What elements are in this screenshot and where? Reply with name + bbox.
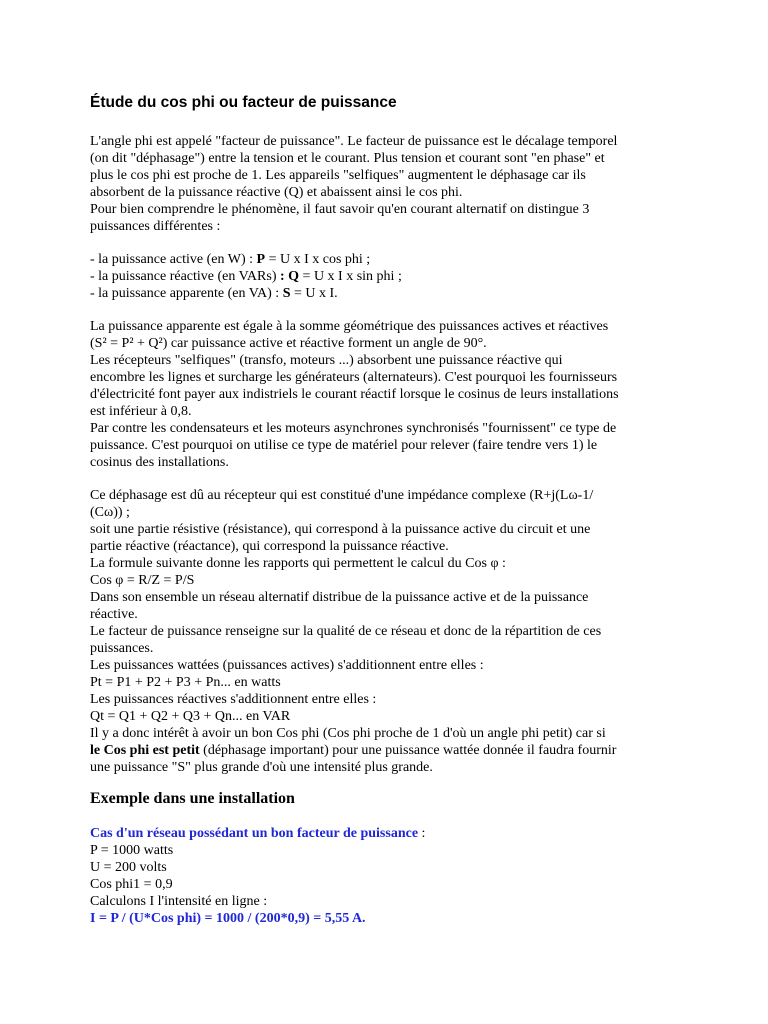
text-line: Par contre les condensateurs et les moteurs asynchrones synchronisés "fournissent" ce type de	[90, 421, 617, 436]
text-line: puissances différentes :	[90, 219, 221, 234]
text-line: La formule suivante donne les rapports qui permettent le calcul du Cos φ :	[90, 556, 506, 571]
text-line: le Cos phi est petit (déphasage important) pour une puissance wattée donnée il faudra fournir	[90, 743, 617, 758]
text-line: partie réactive (réactance), qui correspond la puissance réactive.	[90, 539, 449, 554]
text-line: absorbent de la puissance réactive (Q) et abaissent ainsi le cos phi.	[90, 185, 463, 200]
text-line: Les récepteurs "selfiques" (transfo, moteurs ...) absorbent une puissance réactive qui	[90, 353, 563, 368]
text-line: P = 1000 watts	[90, 843, 174, 858]
text-line: (Cω)) ;	[90, 505, 130, 520]
text-line: d'électricité font payer aux indistriels le courant réactif lorsque le cosinus de leurs installations	[90, 387, 619, 402]
text-line: La puissance apparente est égale à la somme géométrique des puissances actives et réactives	[90, 319, 609, 334]
text-line: Calculons I l'intensité en ligne :	[90, 894, 268, 909]
section-heading: Exemple dans une installation	[90, 790, 295, 807]
text-line: U = 200 volts	[90, 860, 167, 875]
formula-line: Qt = Q1 + Q2 + Q3 + Qn... en VAR	[90, 709, 291, 724]
text-line: Pour bien comprendre le phénomène, il faut savoir qu'en courant alternatif on distingue 3	[90, 202, 590, 217]
text-line: réactive.	[90, 607, 138, 622]
text-line: Les puissances wattées (puissances actives) s'additionnent entre elles :	[90, 658, 484, 673]
text-line: (on dit "déphasage") entre la tension et le courant. Plus tension et courant sont "en phase" et	[90, 151, 605, 166]
text-line: une puissance "S" plus grande d'où une intensité plus grande.	[90, 760, 433, 775]
text-line: L'angle phi est appelé "facteur de puissance". Le facteur de puissance est le décalage temporel	[90, 134, 618, 149]
apparent-power-paragraph	[90, 318, 690, 471]
intro-paragraph	[90, 133, 690, 235]
text-line: Les puissances réactives s'additionnent entre elles :	[90, 692, 377, 707]
result-formula: I = P / (U*Cos phi) = 1000 / (200*0,9) = 5,55 A.	[90, 911, 366, 926]
power-active-item: - la puissance active (en W) : P = U x I x cos phi ;	[90, 252, 371, 267]
text-line: Dans son ensemble un réseau alternatif distribue de la puissance active et de la puissance	[90, 590, 589, 605]
text-line: Cos phi1 = 0,9	[90, 877, 173, 892]
example-block	[90, 825, 690, 927]
text-line: Ce déphasage est dû au récepteur qui est constitué d'une impédance complexe (R+j(Lω-1/	[90, 488, 594, 503]
text-line: plus le cos phi est proche de 1. Les appareils "selfiques" augmentent le déphasage car ils	[90, 168, 586, 183]
text-line: (S² = P² + Q²) car puissance active et réactive forment un angle de 90°.	[90, 336, 487, 351]
case-title: Cas d'un réseau possédant un bon facteur de puissance :	[90, 826, 426, 841]
formula-line: Cos φ = R/Z = P/S	[90, 573, 195, 588]
power-apparent-item: - la puissance apparente (en VA) : S = U x I.	[90, 286, 338, 301]
text-line: Il y a donc intérêt à avoir un bon Cos phi (Cos phi proche de 1 d'où un angle phi petit) car si	[90, 726, 606, 741]
page-title: Étude du cos phi ou facteur de puissance	[90, 94, 397, 111]
text-line: cosinus des installations.	[90, 455, 229, 470]
formula-line: Pt = P1 + P2 + P3 + Pn... en watts	[90, 675, 281, 690]
text-line: puissances.	[90, 641, 154, 656]
text-line: Le facteur de puissance renseigne sur la qualité de ce réseau et donc de la répartition de ces	[90, 624, 602, 639]
phase-shift-paragraph	[90, 487, 690, 776]
bold-phrase: le Cos phi est petit	[90, 743, 200, 758]
powers-list	[90, 251, 690, 302]
text-line: soit une partie résistive (résistance), qui correspond à la puissance active du circuit et une	[90, 522, 591, 537]
text-line: puissance. C'est pourquoi on utilise ce type de matériel pour relever (faire tendre vers 1) le	[90, 438, 598, 453]
text-line: encombre les lignes et surcharge les générateurs (alternateurs). C'est pourquoi les fournisseurs	[90, 370, 618, 385]
text-line: est inférieur à 0,8.	[90, 404, 192, 419]
power-reactive-item: - la puissance réactive (en VARs) : Q = U x I x sin phi ;	[90, 269, 402, 284]
